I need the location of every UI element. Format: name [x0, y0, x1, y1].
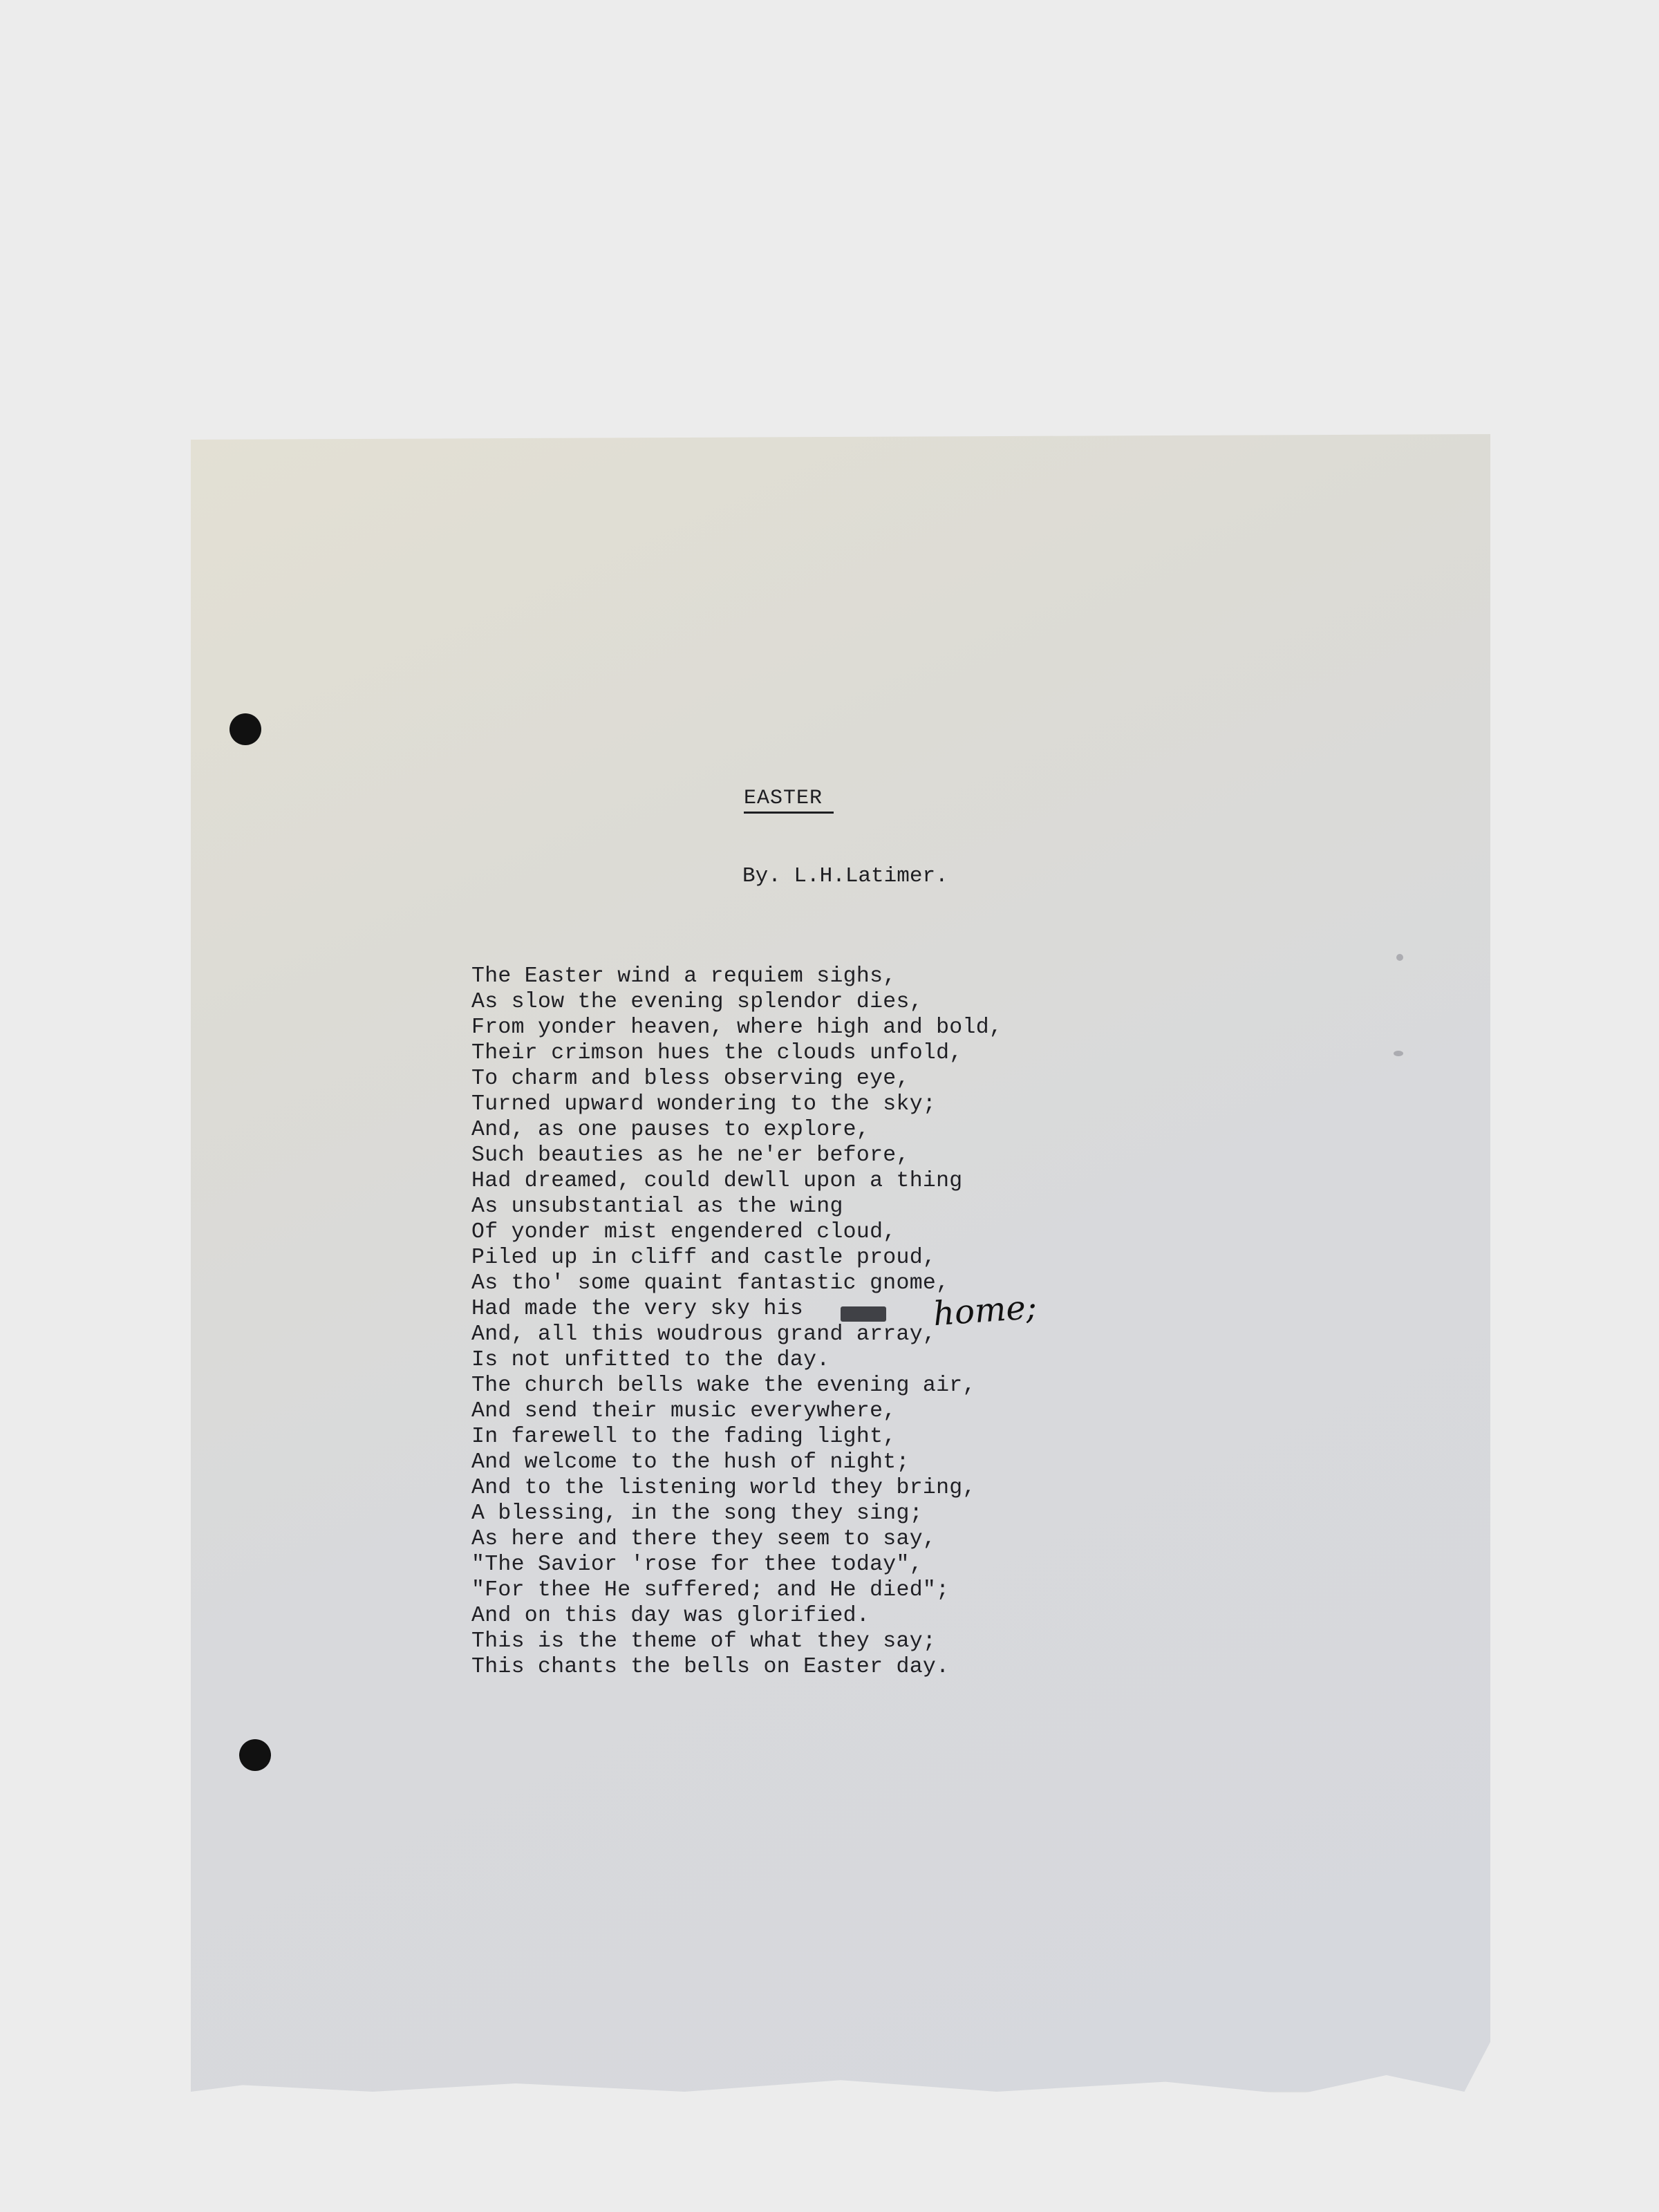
handwritten-correction: home;	[932, 1287, 1038, 1334]
punch-hole-bottom	[239, 1739, 271, 1771]
poem-line: To charm and bless observing eye,	[471, 1067, 910, 1091]
poem-line: And welcome to the hush of night;	[471, 1450, 910, 1474]
poem-line: And, all this woudrous grand array,	[471, 1322, 937, 1347]
poem-line: In farewell to the fading light,	[471, 1425, 897, 1449]
poem-line: As here and there they seem to say,	[471, 1527, 937, 1551]
poem-line: This is the theme of what they say;	[471, 1629, 937, 1653]
poem-line: Turned upward wondering to the sky;	[471, 1092, 937, 1116]
poem-line: Of yonder mist engendered cloud,	[471, 1220, 897, 1244]
struck-out-word	[841, 1306, 886, 1322]
poem-author: By. L.H.Latimer.	[742, 864, 948, 888]
ink-speck	[1396, 954, 1403, 961]
punch-hole-top	[229, 713, 261, 745]
poem-line: And to the listening world they bring,	[471, 1476, 976, 1500]
poem-title: EASTER	[744, 787, 834, 814]
ink-speck	[1394, 1051, 1403, 1056]
poem-line: "For thee He suffered; and He died";	[471, 1578, 950, 1602]
poem-line: A blessing, in the song they sing;	[471, 1501, 923, 1526]
poem-line: And send their music everywhere,	[471, 1399, 897, 1423]
poem-line: And, as one pauses to explore,	[471, 1118, 870, 1142]
poem-line: The Easter wind a requiem sighs,	[471, 964, 897, 988]
poem-line: Had made the very sky his	[471, 1297, 804, 1321]
poem-body	[471, 964, 1002, 1680]
poem-line: As tho' some quaint fantastic gnome,	[471, 1271, 950, 1295]
poem-line: "The Savior 'rose for thee today",	[471, 1553, 923, 1577]
poem-line: As unsubstantial as the wing	[471, 1194, 843, 1219]
poem-line: From yonder heaven, where high and bold,	[471, 1015, 1003, 1040]
poem-line: Their crimson hues the clouds unfold,	[471, 1041, 963, 1065]
poem-line: The church bells wake the evening air,	[471, 1374, 976, 1398]
poem-line: Piled up in cliff and castle proud,	[471, 1246, 937, 1270]
poem-line: And on this day was glorified.	[471, 1604, 870, 1628]
poem-line: Such beauties as he ne'er before,	[471, 1143, 910, 1168]
poem-line: As slow the evening splendor dies,	[471, 990, 923, 1014]
poem-line: Is not unfitted to the day.	[471, 1348, 830, 1372]
poem-line: This chants the bells on Easter day.	[471, 1655, 950, 1679]
poem-line: Had dreamed, could dewll upon a thing	[471, 1169, 963, 1193]
